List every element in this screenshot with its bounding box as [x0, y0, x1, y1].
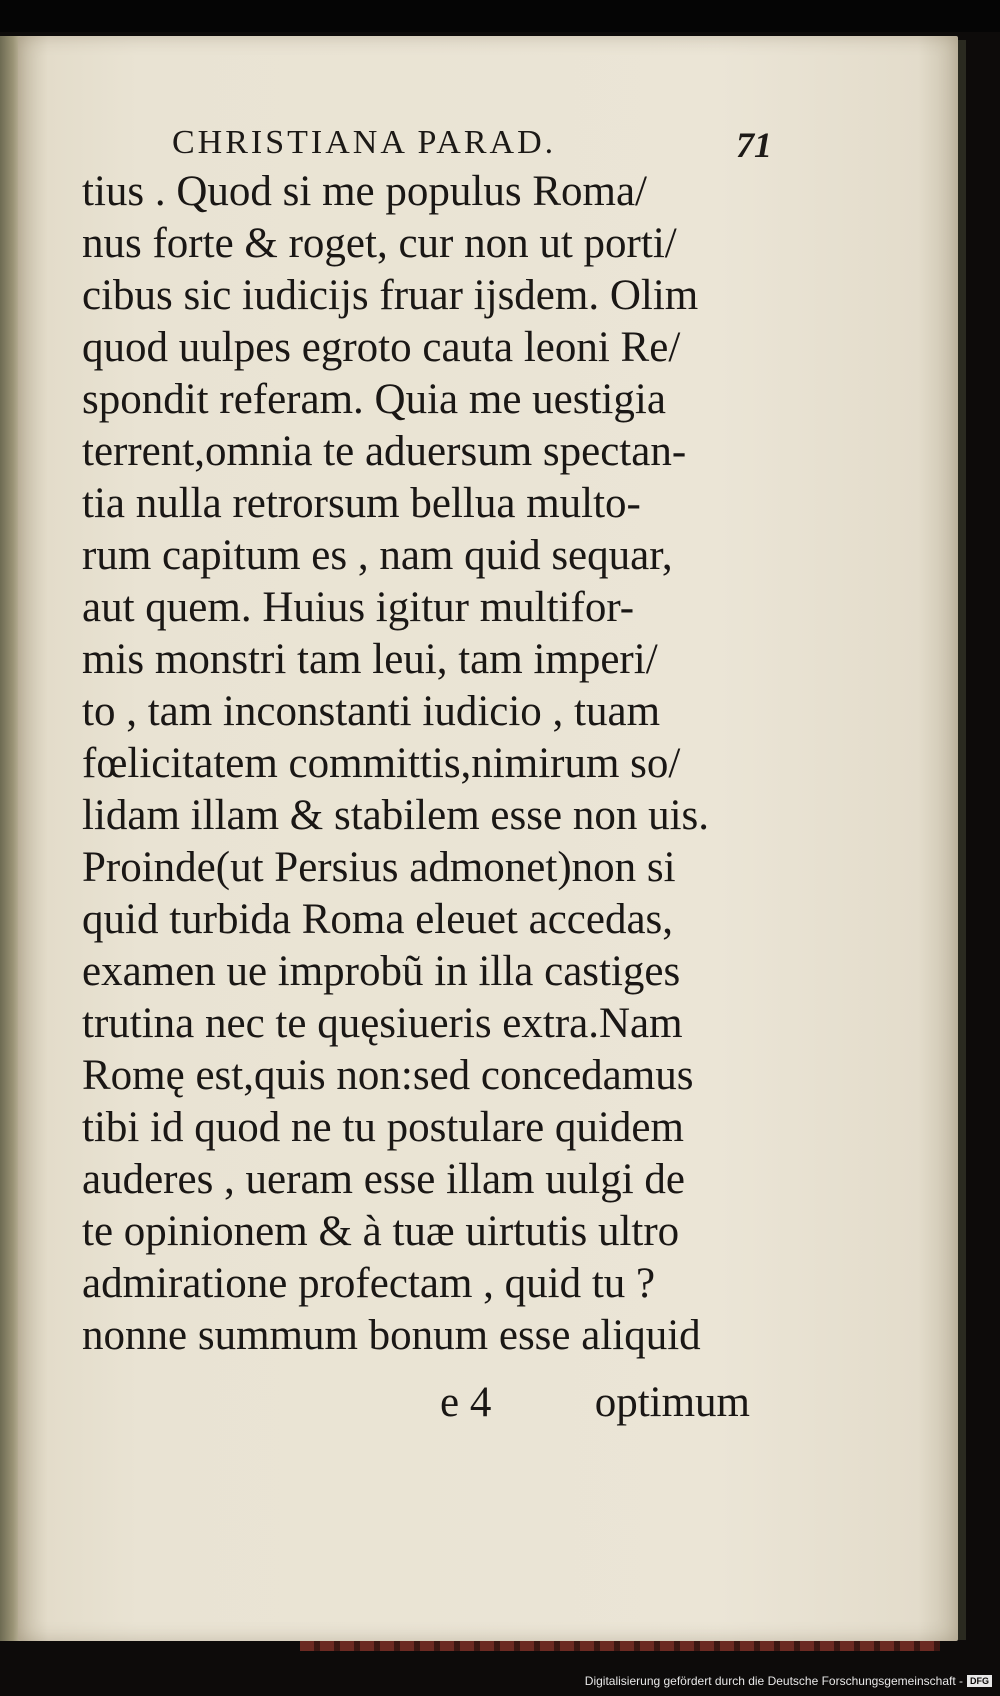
- catchword: optimum: [594, 1379, 750, 1426]
- text-line: rum capitum es , nam quid sequar,: [82, 532, 673, 579]
- page-number: 71: [736, 125, 772, 165]
- text-line: trutina nec te quęsiueris extra.Nam: [82, 1000, 683, 1047]
- text-line: nonne summum bonum esse aliquid: [82, 1312, 701, 1359]
- text-line: auderes , ueram esse illam uulgi de: [82, 1156, 685, 1203]
- text-line: examen ue improbũ in illa castiges: [82, 948, 681, 995]
- page-bottom-edge: [300, 1641, 940, 1651]
- text-line: spondit referam. Quia me uestigia: [82, 376, 666, 423]
- text-line: fœlicitatem committis,nimirum so/: [82, 740, 681, 787]
- credit-text: Digitalisierung gefördert durch die Deutsche Forschungsgemeinschaft -: [584, 1674, 963, 1688]
- text-line: quid turbida Roma eleuet accedas,: [82, 896, 674, 943]
- page-footer: [440, 1378, 760, 1430]
- text-line: te opinionem & à tuæ uirtutis ultro: [82, 1208, 680, 1255]
- text-line: cibus sic iudicijs fruar ijsdem. Olim: [82, 272, 699, 319]
- text-line: nus forte & roget, cur non ut porti/: [82, 220, 677, 267]
- dfg-logo: DFG: [967, 1675, 992, 1687]
- text-line: Romę est,quis non:sed concedamus: [82, 1052, 694, 1099]
- text-line: tibi id quod ne tu postulare quidem: [82, 1104, 684, 1151]
- text-line: tia nulla retrorsum bellua multo-: [82, 480, 641, 527]
- text-line: mis monstri tam leui, tam imperi/: [82, 636, 658, 683]
- digitization-credit: [585, 1674, 992, 1688]
- text-line: lidam illam & stabilem esse non uis.: [82, 792, 710, 839]
- text-line: quod uulpes egroto cauta leoni Re/: [82, 324, 681, 371]
- scan-background: [0, 0, 1000, 32]
- text-line: admiratione profectam , quid tu ?: [82, 1260, 656, 1307]
- text-line: aut quem. Huius igitur multifor-: [82, 584, 635, 631]
- running-head: CHRISTIANA PARAD.: [172, 124, 557, 161]
- text-line: tius . Quod si me populus Roma/: [82, 168, 647, 215]
- text-line: Proinde(ut Persius admonet)non si: [82, 844, 676, 891]
- body-text: [82, 166, 782, 1362]
- page-right-edge: [958, 40, 966, 1640]
- page-header: [172, 124, 772, 168]
- text-line: to , tam inconstanti iudicio , tuam: [82, 688, 661, 735]
- text-line: terrent,omnia te aduersum spectan-: [82, 428, 687, 475]
- signature-mark: e 4: [440, 1379, 492, 1426]
